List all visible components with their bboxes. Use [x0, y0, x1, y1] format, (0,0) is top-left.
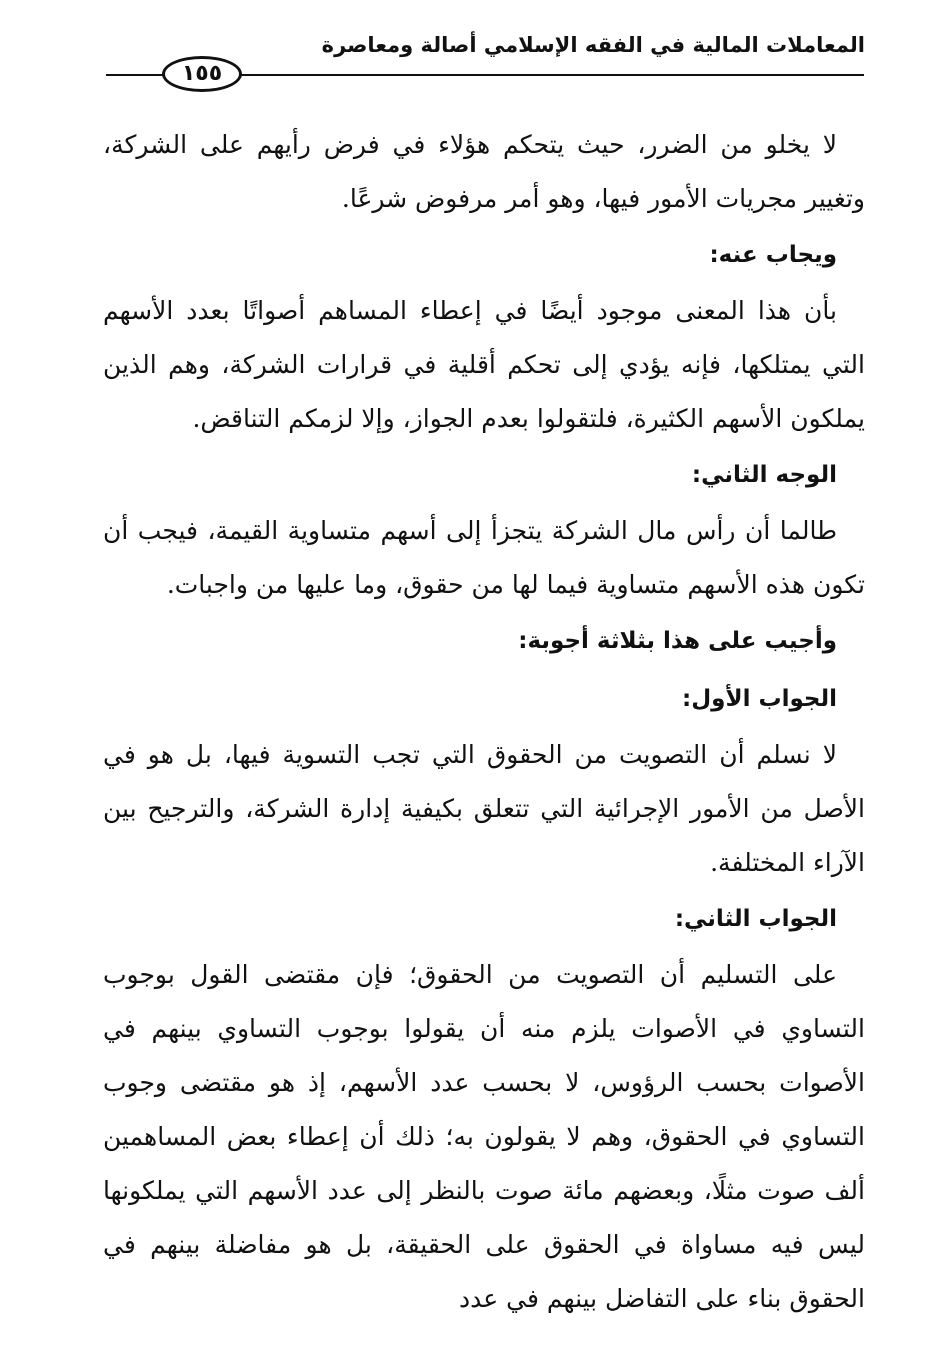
paragraph: لا نسلم أن التصويت من الحقوق التي تجب التسوية فيها، بل هو في الأصل من الأمور الإجرائية التي تتعلق بكيفية إدارة الشركة، والترجيح بين الآراء المختلفة.	[103, 740, 865, 877]
running-header: المعاملات المالية في الفقه الإسلامي أصالة ومعاصرة	[321, 33, 865, 57]
subheading: الجواب الأول:	[682, 686, 837, 712]
subheading: الوجه الثاني:	[691, 462, 837, 488]
paragraph: على التسليم أن التصويت من الحقوق؛ فإن مقتضى القول بوجوب التساوي في الأصوات يلزم منه أن يقولوا بوجوب التساوي بينهم في الأصوات بحسب الرؤوس، لا بحسب عدد الأسهم، إذ هو مقتضى وجوب التساوي في الحقوق، وهم لا يقولون به؛ ذلك أن إعطاء بعض المساهمين ألف صوت مثلًا، وبعضهم مائة صوت بالنظر إلى عدد الأسهم التي يملكونها ليس فيه مساواة في الحقوق على الحقيقة، بل هو مفاضلة بينهم في الحقوق بناء على التفاضل بينهم في عدد	[103, 960, 865, 1313]
page-number: ١٥٥	[162, 56, 242, 92]
paragraph: طالما أن رأس مال الشركة يتجزأ إلى أسهم متساوية القيمة، فيجب أن تكون هذه الأسهم متساوية فيما لها من حقوق، وما عليها من واجبات.	[103, 516, 865, 599]
paragraph: لا يخلو من الضرر، حيث يتحكم هؤلاء في فرض رأيهم على الشركة، وتغيير مجريات الأمور فيها، وهو أمر مرفوض شرعًا.	[103, 130, 865, 213]
paragraph: بأن هذا المعنى موجود أيضًا في إعطاء المساهم أصواتًا بعدد الأسهم التي يمتلكها، فإنه يؤدي إلى تحكم أقلية في قرارات الشركة، وهم الذين يملكون الأسهم الكثيرة، فلتقولوا بعدم الجواز، وإلا لزمكم التناقض.	[103, 296, 865, 433]
body-text	[103, 118, 865, 1326]
subheading: الجواب الثاني:	[674, 906, 837, 932]
subheading: ويجاب عنه:	[709, 242, 837, 268]
subheading: وأجيب على هذا بثلاثة أجوبة:	[518, 628, 837, 654]
